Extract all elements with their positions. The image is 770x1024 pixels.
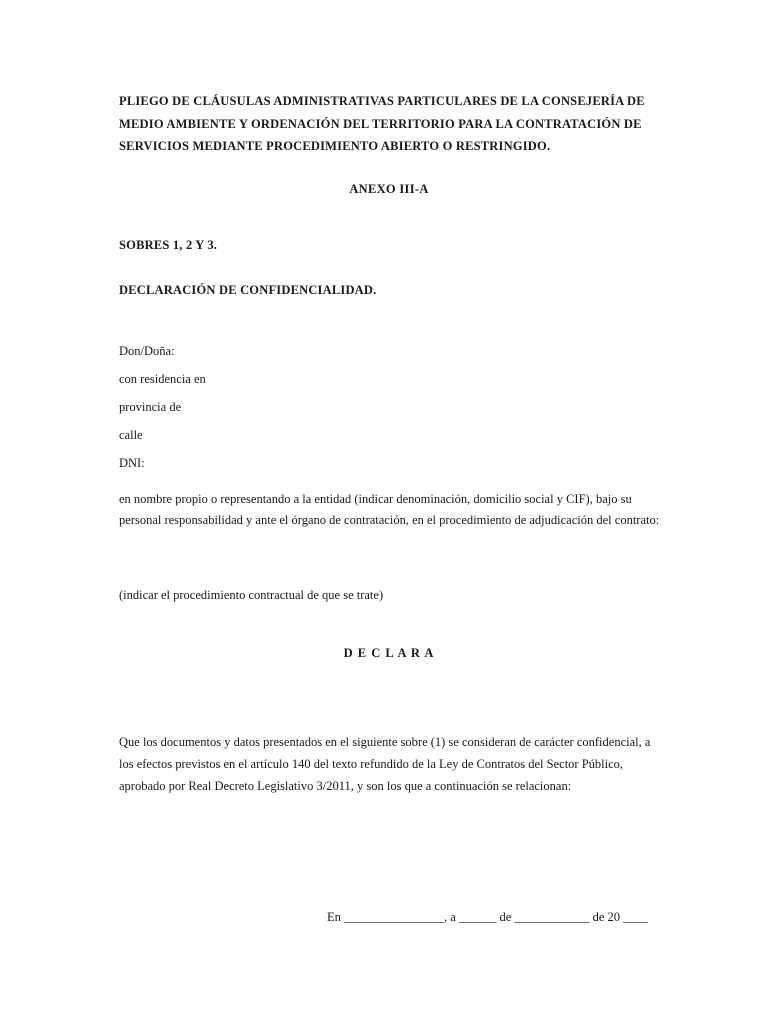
- confidential-documents-paragraph: Que los documentos y datos presentados en el siguiente sobre (1) se consideran de carácter confidencial, a los efectos previstos en el artículo 140 del texto refundido de la Ley de Contratos del Sector Público, aprobado por Real Decreto Legislativo 3/2011, y son los que a continuación se relacionan:: [119, 735, 651, 793]
- field-label-don-dona: Don/Doña:: [119, 344, 175, 358]
- form-fields: [119, 344, 659, 484]
- field-label-provincia: provincia de: [119, 400, 182, 414]
- annex-heading: ANEXO III-A: [349, 182, 429, 196]
- sobres-heading: SOBRES 1, 2 Y 3.: [119, 238, 218, 252]
- procedure-note: (indicar el procedimiento contractual de que se trate): [119, 588, 384, 602]
- confidentiality-heading: DECLARACIÓN DE CONFIDENCIALIDAD.: [119, 283, 377, 297]
- field-label-dni: DNI:: [119, 456, 145, 470]
- signature-date-line: En ________________, a ______ de ____________ de 20 ____: [327, 910, 649, 924]
- entity-declaration-paragraph: en nombre propio o representando a la entidad (indicar denominación, domicilio social y CIF), bajo su personal responsabilidad y ante el órgano de contratación, en el procedimiento de adjudicación del contrato:: [119, 492, 660, 527]
- declara-heading: D E C L A R A: [343, 646, 435, 660]
- field-label-residencia: con residencia en: [119, 372, 206, 386]
- document-title: PLIEGO DE CLÁUSULAS ADMINISTRATIVAS PARTICULARES DE LA CONSEJERÍA DE MEDIO AMBIENTE Y ORDENACIÓN DEL TERRITORIO PARA LA CONTRATACIÓN DE SERVICIOS MEDIANTE PROCEDIMIENTO ABIERTO O RESTRINGIDO.: [119, 94, 645, 153]
- field-label-calle: calle: [119, 428, 143, 442]
